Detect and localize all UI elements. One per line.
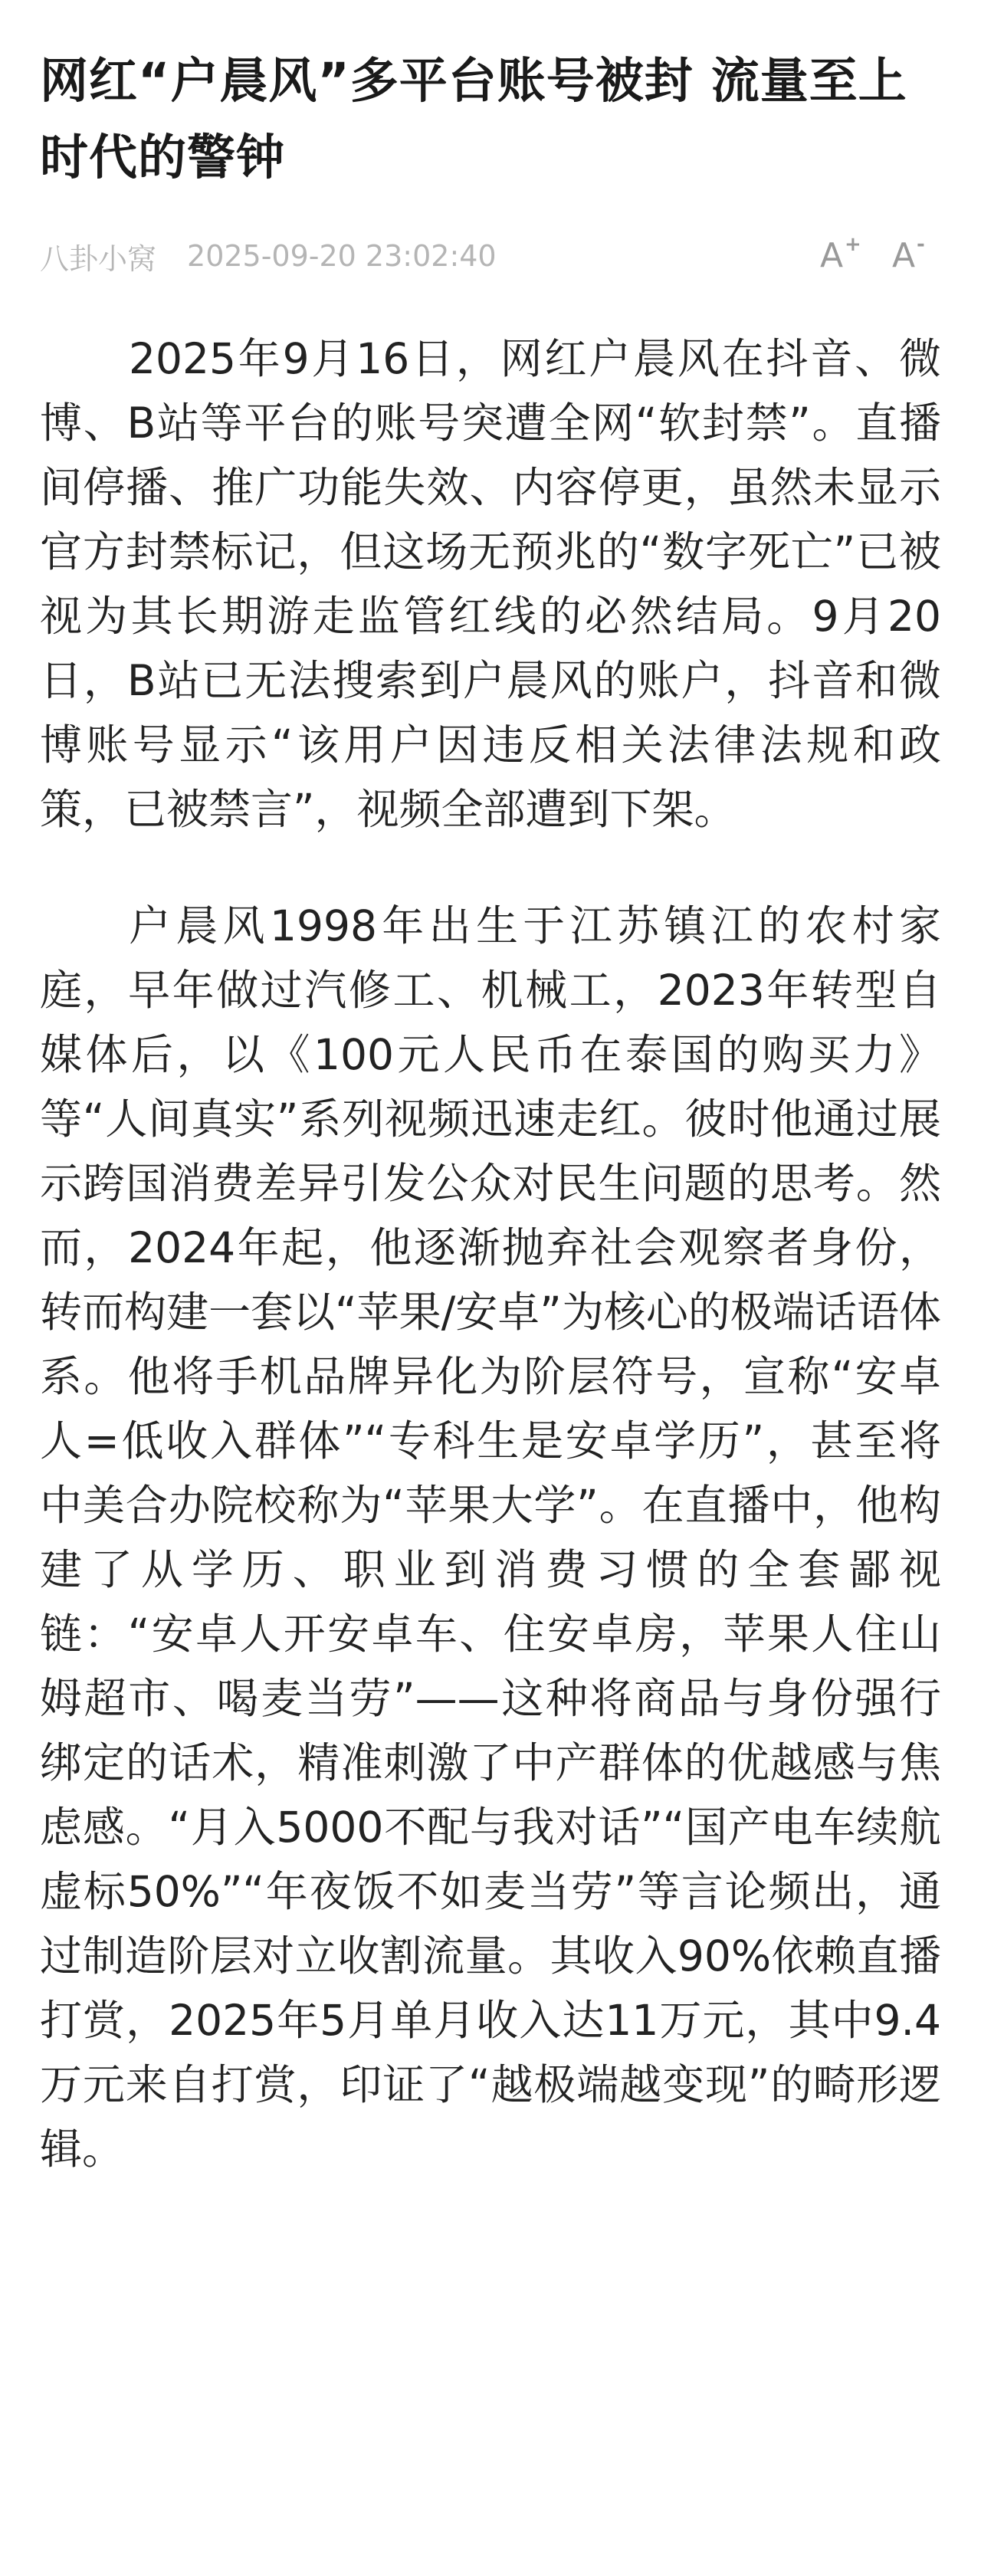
font-size-controls [792,231,937,281]
font-decrease-mark: - [917,233,925,256]
font-increase-mark: + [845,233,861,256]
font-increase-icon[interactable] [815,231,865,281]
article-paragraph: 2025年9月16日，网红户晨风在抖音、微博、B站等平台的账号突遭全网“软封禁”。直播间停播、推广功能失效、内容停更，虽然未显示官方封禁标记，但这场无预兆的“数字死亡”已被视为其长期游走监管红线的必然结局。9月20日，B站已无法搜索到户晨风的账户，抖音和微博账号显示“该用户因违反相关法律法规和政策，已被禁言”，视频全部遭到下架。 [40,334,941,834]
article-meta [40,231,941,281]
font-increase-glyph: A [820,236,844,275]
article-paragraph: 户晨风1998年出生于江苏镇江的农村家庭，早年做过汽修工、机械工，2023年转型自媒体后，以《100元人民币在泰国的购买力》等“人间真实”系列视频迅速走红。彼时他通过展示跨国消费差异引发公众对民生问题的思考。然而，2024年起，他逐渐抛弃社会观察者身份，转而构建一套以“苹果/安卓”为核心的极端话语体系。他将手机品牌异化为阶层符号，宣称“安卓人=低收入群体”“专科生是安卓学历”，甚至将中美合办院校称为“苹果大学”。在直播中，他构建了从学历、职业到消费习惯的全套鄙视链：“安卓人开安卓车、住安卓房，苹果人住山姆超市、喝麦当劳”——这种将商品与身份强行绑定的话术，精准刺激了中产群体的优越感与焦虑感。“月入5000不配与我对话”“国产电车续航虚标50%”“年夜饭不如麦当劳”等言论频出，通过制造阶层对立收割流量。其收入90%依赖直播打赏，2025年5月单月收入达11万元，其中9.4万元来自打赏，印证了“越极端越变现”的畸形逻辑。 [40,901,941,2174]
publish-datetime: 2025-09-20 23:02:40 [187,239,497,273]
article-body [40,327,941,2181]
font-decrease-icon[interactable] [887,231,937,281]
font-decrease-glyph: A [892,236,916,275]
article-title: 网红“户晨风”多平台账号被封 流量至上时代的警钟 [40,53,907,185]
source-name[interactable]: 八卦小窝 [40,241,157,276]
